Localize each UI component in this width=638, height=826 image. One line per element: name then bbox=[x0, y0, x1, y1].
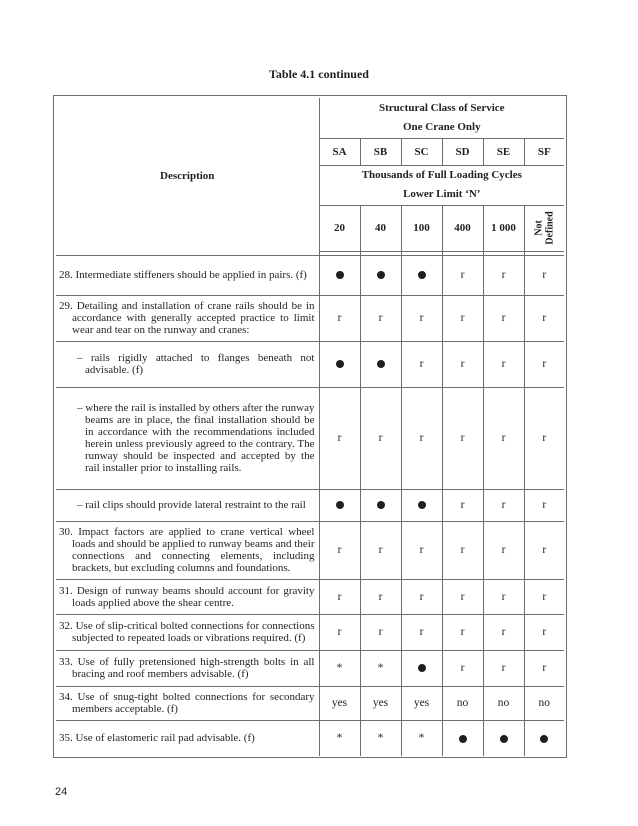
table-row bbox=[56, 341, 564, 387]
row-value-cell bbox=[360, 255, 401, 295]
row-value: r bbox=[501, 590, 506, 603]
row-value-cell bbox=[524, 686, 564, 720]
row-value: r bbox=[542, 626, 547, 638]
row-value-cell bbox=[442, 521, 483, 579]
row-value: r bbox=[460, 312, 465, 324]
row-value: yes bbox=[413, 697, 430, 709]
one-crane-label: One Crane Only bbox=[402, 120, 481, 133]
bullet-dot-icon bbox=[377, 501, 385, 509]
row-description: 34. Use of snug-tight bolted connections for secondary members acceptable. (f) bbox=[59, 691, 315, 715]
row-value-cell bbox=[319, 720, 360, 756]
row-value: r bbox=[542, 432, 547, 444]
bullet-dot-icon bbox=[459, 735, 467, 743]
loading-cycles-header bbox=[319, 165, 564, 205]
lower-limit-label: Lower Limit ‘N’ bbox=[403, 188, 481, 200]
row-value-cell bbox=[401, 686, 442, 720]
row-value: * bbox=[377, 662, 384, 674]
bullet-dot-icon bbox=[377, 271, 385, 279]
class-header: SA bbox=[319, 138, 360, 165]
row-value-cell bbox=[442, 341, 483, 387]
row-description-cell bbox=[56, 614, 319, 650]
row-value: r bbox=[460, 358, 465, 370]
row-value: r bbox=[378, 544, 383, 556]
row-value-cell bbox=[319, 650, 360, 686]
row-value-cell bbox=[360, 341, 401, 387]
row-value-cell bbox=[319, 341, 360, 387]
row-value-cell bbox=[483, 579, 524, 614]
row-value-cell bbox=[524, 387, 564, 489]
row-value-cell bbox=[483, 686, 524, 720]
row-value-cell bbox=[360, 720, 401, 756]
table-title: Table 4.1 continued bbox=[269, 67, 369, 81]
bullet-dot-icon bbox=[336, 360, 344, 368]
row-value: * bbox=[377, 732, 384, 745]
row-value-cell bbox=[319, 255, 360, 295]
row-value: r bbox=[337, 626, 342, 638]
row-description: 30. Impact factors are applied to crane vertical wheel loads and should be applied to runway beams and their connections and connecting elements, including brackets, but excluding columns and foundations. bbox=[59, 526, 315, 574]
row-value-cell bbox=[442, 387, 483, 489]
table-row bbox=[56, 686, 564, 720]
row-value: r bbox=[501, 269, 506, 281]
row-description-cell bbox=[56, 579, 319, 614]
row-value: yes bbox=[331, 697, 348, 709]
row-value-cell bbox=[401, 255, 442, 295]
row-description-cell bbox=[56, 720, 319, 756]
row-value: r bbox=[542, 499, 547, 511]
limit-header: 40 bbox=[360, 205, 401, 251]
row-value-cell bbox=[483, 489, 524, 521]
row-description-cell bbox=[56, 489, 319, 521]
row-value: r bbox=[542, 590, 547, 603]
table-row bbox=[56, 579, 564, 614]
row-description: 32. Use of slip-critical bolted connections for connections subjected to repeated loads or vibrations required. (f) bbox=[59, 620, 315, 644]
row-value-cell bbox=[401, 720, 442, 756]
not-defined-line2: Defined bbox=[544, 211, 556, 245]
page-number: 24 bbox=[55, 786, 68, 798]
row-value: r bbox=[542, 662, 547, 674]
bullet-dot-icon bbox=[418, 271, 426, 279]
row-value: r bbox=[337, 312, 342, 324]
row-value: * bbox=[336, 662, 343, 674]
row-description: 28. Intermediate stiffeners should be applied in pairs. (f) bbox=[59, 269, 307, 281]
row-value-cell bbox=[360, 387, 401, 489]
class-header: SC bbox=[401, 138, 442, 165]
row-value-cell bbox=[483, 255, 524, 295]
table-row bbox=[56, 720, 564, 756]
row-value-cell bbox=[524, 295, 564, 341]
row-value-cell bbox=[442, 720, 483, 756]
bullet-dot-icon bbox=[336, 501, 344, 509]
row-description-cell bbox=[56, 255, 319, 295]
limit-header: 1 000 bbox=[483, 205, 524, 251]
row-description-cell bbox=[56, 341, 319, 387]
row-value-cell bbox=[360, 295, 401, 341]
row-value: r bbox=[419, 432, 424, 444]
row-value: r bbox=[460, 499, 465, 511]
row-value: r bbox=[378, 432, 383, 444]
table-row bbox=[56, 489, 564, 521]
table-row bbox=[56, 255, 564, 295]
row-value: r bbox=[501, 544, 506, 556]
row-value-cell bbox=[483, 720, 524, 756]
row-value: r bbox=[542, 544, 547, 556]
row-value-cell bbox=[442, 579, 483, 614]
row-value-cell bbox=[442, 295, 483, 341]
row-value-cell bbox=[401, 341, 442, 387]
row-value-cell bbox=[524, 255, 564, 295]
row-value-cell bbox=[524, 650, 564, 686]
row-value-cell bbox=[524, 579, 564, 614]
row-value: r bbox=[542, 358, 547, 370]
row-value: r bbox=[378, 312, 383, 324]
row-value-cell bbox=[442, 614, 483, 650]
row-value: r bbox=[460, 432, 465, 444]
row-value: r bbox=[337, 544, 342, 556]
class-header: SE bbox=[483, 138, 524, 165]
row-value-cell bbox=[401, 295, 442, 341]
row-value: r bbox=[501, 662, 506, 674]
table-row bbox=[56, 650, 564, 686]
row-value-cell bbox=[360, 579, 401, 614]
row-value: * bbox=[418, 732, 425, 745]
structural-class-table bbox=[56, 98, 564, 756]
row-value: r bbox=[542, 312, 547, 324]
row-value-cell bbox=[319, 387, 360, 489]
bullet-dot-icon bbox=[336, 271, 344, 279]
row-description-cell bbox=[56, 650, 319, 686]
class-header: SF bbox=[524, 138, 564, 165]
row-value-cell bbox=[401, 387, 442, 489]
row-value: r bbox=[337, 590, 342, 603]
row-description-cell bbox=[56, 295, 319, 341]
row-value: r bbox=[542, 269, 547, 281]
table-row bbox=[56, 387, 564, 489]
table-row bbox=[56, 295, 564, 341]
limit-header: 400 bbox=[442, 205, 483, 251]
row-value-cell bbox=[442, 489, 483, 521]
row-value-cell bbox=[442, 255, 483, 295]
row-value-cell bbox=[360, 521, 401, 579]
table-row bbox=[56, 521, 564, 579]
row-value-cell bbox=[319, 295, 360, 341]
bullet-dot-icon bbox=[418, 664, 426, 672]
row-description: – rails rigidly attached to flanges beneath not advisable. (f) bbox=[77, 352, 315, 376]
row-value-cell bbox=[319, 686, 360, 720]
row-value-cell bbox=[524, 489, 564, 521]
row-value-cell bbox=[319, 521, 360, 579]
description-header: Description bbox=[56, 98, 319, 255]
row-value: no bbox=[538, 697, 551, 709]
bullet-dot-icon bbox=[500, 735, 508, 743]
bullet-dot-icon bbox=[540, 735, 548, 743]
row-value-cell bbox=[319, 489, 360, 521]
structural-class-header bbox=[319, 98, 564, 138]
row-value-cell bbox=[401, 579, 442, 614]
row-value: r bbox=[419, 358, 424, 370]
not-defined-header bbox=[524, 205, 564, 251]
row-value-cell bbox=[524, 614, 564, 650]
row-value: r bbox=[460, 626, 465, 638]
row-value: r bbox=[501, 626, 506, 638]
row-value-cell bbox=[360, 614, 401, 650]
row-value-cell bbox=[483, 387, 524, 489]
row-value-cell bbox=[319, 579, 360, 614]
row-value-cell bbox=[524, 341, 564, 387]
row-value-cell bbox=[360, 650, 401, 686]
row-description: 33. Use of fully pretensioned high-strength bolts in all bracing and roof members advisable. (f) bbox=[59, 656, 315, 680]
row-value: * bbox=[336, 732, 343, 745]
bullet-dot-icon bbox=[377, 360, 385, 368]
row-value: r bbox=[460, 662, 465, 674]
row-value: r bbox=[460, 269, 465, 281]
loading-cycles-label: Thousands of Full Loading Cycles bbox=[361, 169, 522, 181]
limit-header: 20 bbox=[319, 205, 360, 251]
row-value: no bbox=[497, 697, 510, 709]
bullet-dot-icon bbox=[418, 501, 426, 509]
row-value: r bbox=[501, 358, 506, 370]
row-description: – rail clips should provide lateral restraint to the rail bbox=[77, 499, 306, 511]
row-description: 29. Detailing and installation of crane rails should be in accordance with generally accepted practice to limit wear and tear on the runway and cranes: bbox=[59, 300, 315, 336]
row-value: r bbox=[378, 590, 383, 603]
row-value-cell bbox=[401, 650, 442, 686]
row-value-cell bbox=[483, 614, 524, 650]
row-description-cell bbox=[56, 387, 319, 489]
row-value: r bbox=[337, 432, 342, 444]
row-value-cell bbox=[360, 686, 401, 720]
row-description: – where the rail is installed by others after the runway beams are in place, the final installation should be in accordance with the recommendations included herein unless previously agreed to the contrary. The runway should be inspected and accepted by the rail installer prior to installing rails. bbox=[77, 402, 315, 474]
row-value: r bbox=[419, 626, 424, 638]
row-value: r bbox=[501, 432, 506, 444]
row-value-cell bbox=[483, 521, 524, 579]
row-value-cell bbox=[401, 614, 442, 650]
row-value: r bbox=[460, 590, 465, 603]
limit-header: 100 bbox=[401, 205, 442, 251]
row-value: r bbox=[419, 544, 424, 556]
row-value: no bbox=[456, 697, 469, 709]
row-description-cell bbox=[56, 521, 319, 579]
row-description: 31. Design of runway beams should account for gravity loads applied above the shear centre. bbox=[59, 584, 315, 609]
row-value: r bbox=[378, 626, 383, 638]
not-defined-line1: Not bbox=[533, 220, 545, 236]
row-value-cell bbox=[442, 650, 483, 686]
row-description: 35. Use of elastomeric rail pad advisable. (f) bbox=[59, 732, 255, 745]
row-value-cell bbox=[401, 521, 442, 579]
row-value: r bbox=[460, 544, 465, 556]
row-value: yes bbox=[372, 697, 389, 709]
class-header: SD bbox=[442, 138, 483, 165]
row-value-cell bbox=[483, 341, 524, 387]
row-value: r bbox=[419, 590, 424, 603]
row-value-cell bbox=[360, 489, 401, 521]
row-value-cell bbox=[442, 686, 483, 720]
not-defined-label bbox=[533, 211, 555, 244]
row-value-cell bbox=[483, 295, 524, 341]
class-header: SB bbox=[360, 138, 401, 165]
row-value-cell bbox=[319, 614, 360, 650]
structural-class-label: Structural Class of Service bbox=[379, 101, 505, 114]
row-value-cell bbox=[401, 489, 442, 521]
row-value: r bbox=[419, 312, 424, 324]
table-row bbox=[56, 614, 564, 650]
row-value-cell bbox=[524, 720, 564, 756]
row-value-cell bbox=[483, 650, 524, 686]
row-value: r bbox=[501, 499, 506, 511]
row-description-cell bbox=[56, 686, 319, 720]
row-value: r bbox=[501, 312, 506, 324]
row-value-cell bbox=[524, 521, 564, 579]
